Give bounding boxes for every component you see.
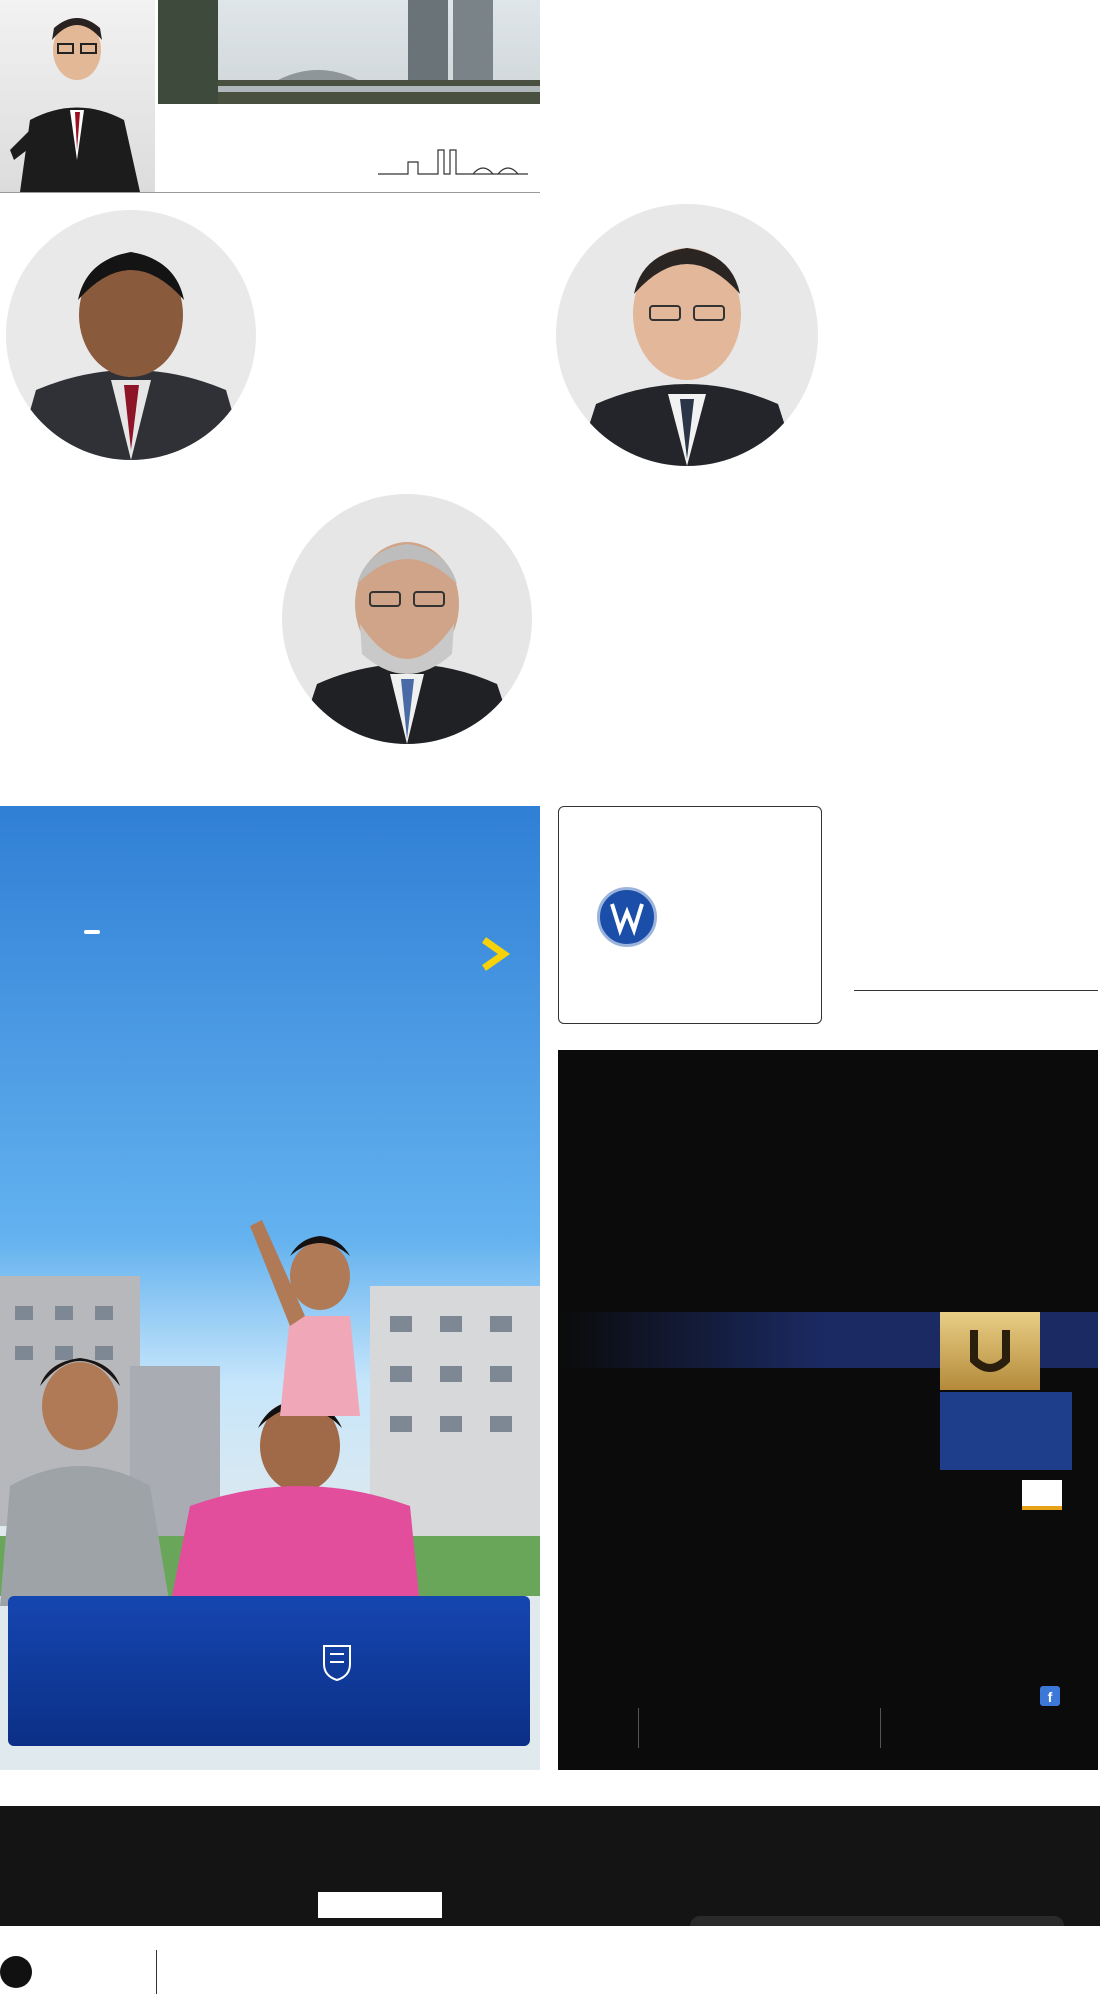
family-illustration — [0, 1166, 540, 1606]
ad-banner — [8, 1596, 530, 1746]
city-crest-icon — [320, 1642, 354, 1682]
column-header — [0, 0, 540, 193]
facebook-icon[interactable]: f — [1040, 1686, 1060, 1706]
unica-footer-divider — [638, 1708, 639, 1748]
marlon-reis-photo — [6, 210, 256, 460]
credits-divider — [854, 990, 1098, 991]
granfer-ad[interactable] — [558, 806, 822, 1024]
revivamais-logo — [26, 902, 186, 982]
abrarj-logo — [318, 1892, 442, 1918]
campo-grande-ad[interactable] — [0, 806, 540, 1770]
masthead-footer — [0, 1806, 1100, 1926]
andre-mendonca-photo — [556, 204, 818, 466]
bottom-divider — [156, 1950, 157, 1994]
columnist-figure — [0, 0, 155, 192]
unica-logo-box — [940, 1392, 1072, 1470]
footer-staff — [700, 1818, 870, 1826]
yellow-chevron-icon — [476, 934, 516, 974]
column-2 — [280, 206, 538, 214]
unica-u-icon — [940, 1312, 1040, 1390]
brasilia-skyline-photo — [158, 0, 540, 104]
congress-outline-icon — [378, 140, 528, 180]
unica-ad[interactable] — [558, 1050, 1098, 1770]
vw-logo-icon — [597, 887, 657, 947]
column-4 — [848, 14, 1098, 22]
visa-icon — [1022, 1480, 1062, 1510]
column-3a — [558, 14, 822, 22]
footer-tab — [690, 1916, 1064, 1926]
augusto-aras-photo — [282, 494, 532, 744]
page-number-badge — [0, 1956, 32, 1988]
columnist-photo — [0, 0, 155, 192]
column-3b — [558, 520, 822, 528]
unica-gold-logo — [940, 1312, 1040, 1390]
logo-mais-box — [84, 930, 100, 934]
footer-directors — [482, 1818, 692, 1826]
unica-footer-divider2 — [880, 1708, 881, 1748]
column-1 — [2, 508, 260, 516]
